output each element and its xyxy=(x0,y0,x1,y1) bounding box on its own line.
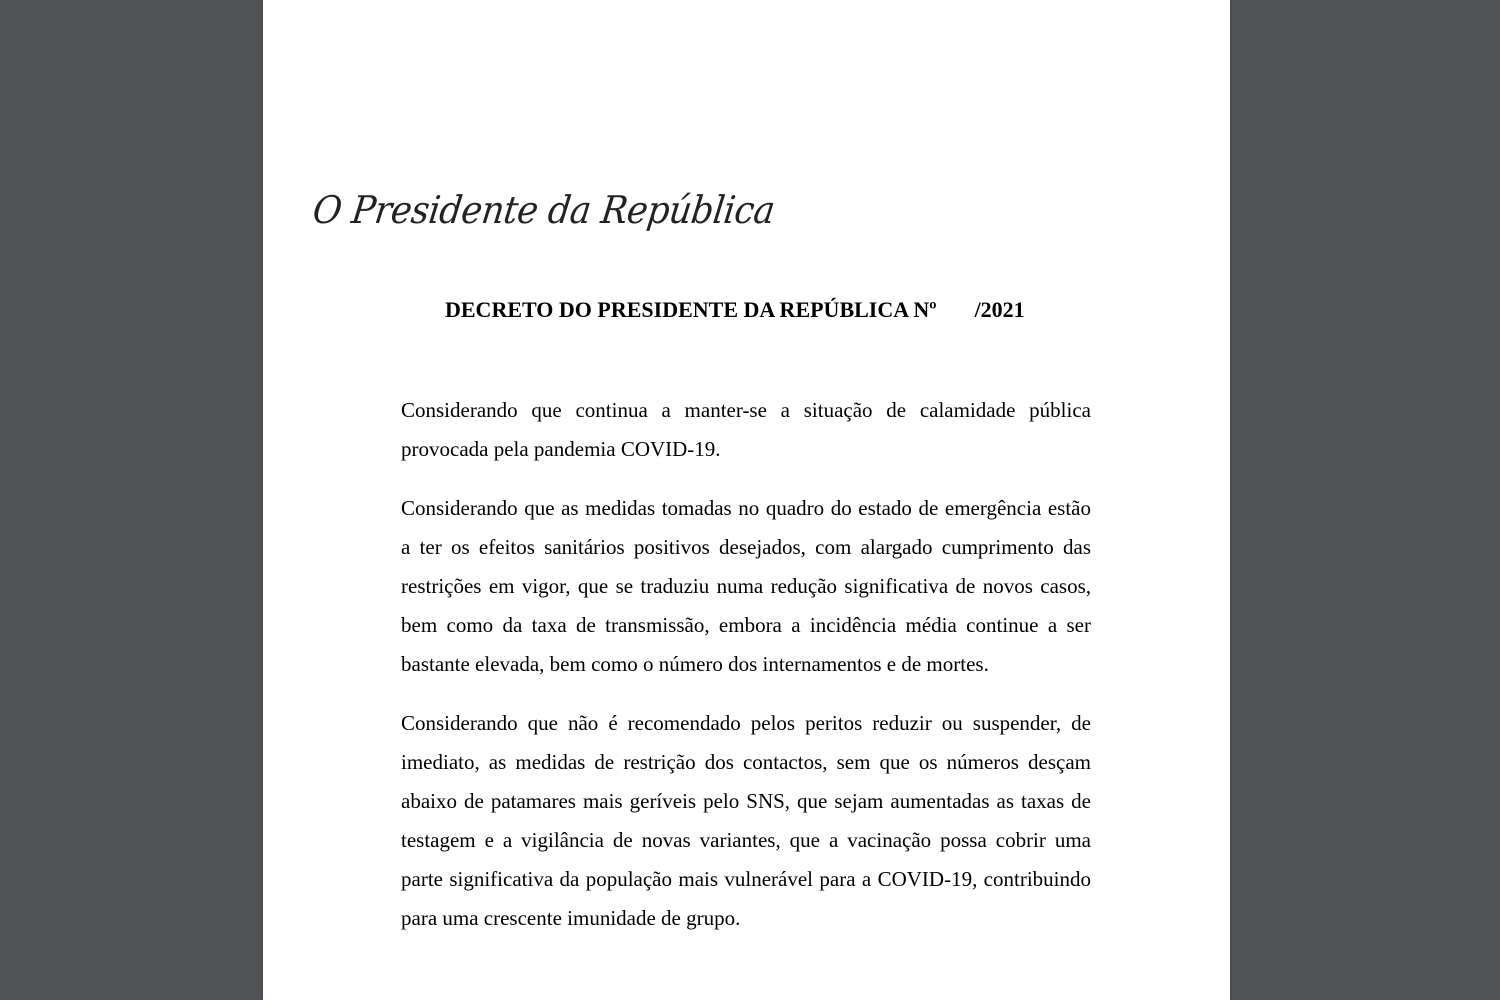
paragraph-1: Considerando que continua a manter-se a situação de calamidade pública provocada pela pandemia COVID-19. xyxy=(401,398,1091,461)
document-page xyxy=(263,0,1230,1000)
decree-title-prefix: DECRETO DO PRESIDENTE DA REPÚBLICA Nº xyxy=(445,297,937,322)
paragraph-2: Considerando que as medidas tomadas no quadro do estado de emergência estão a ter os efeitos sanitários positivos desejados, com alargado cumprimento das restrições em vigor, que se traduziu numa redução significativa de novos casos, bem como da taxa de transmissão, embora a incidência média continue a ser bastante elevada, bem como o número dos internamentos e de mortes. xyxy=(401,496,1091,676)
decree-title-year: /2021 xyxy=(974,297,1025,322)
letterhead-script: O Presidente da República xyxy=(310,188,778,232)
paragraph-3: Considerando que não é recomendado pelos peritos reduzir ou suspender, de imediato, as medidas de restrição dos contactos, sem que os números desçam abaixo de patamares mais geríveis pelo SNS, que sejam aumentadas as taxas de testagem e a vigilância de novas variantes, que a vacinação possa cobrir uma parte significativa da população mais vulnerável para a COVID-19, contribuindo para uma crescente imunidade de grupo. xyxy=(401,711,1091,930)
decree-title xyxy=(445,297,1025,323)
document-body xyxy=(401,391,1091,958)
